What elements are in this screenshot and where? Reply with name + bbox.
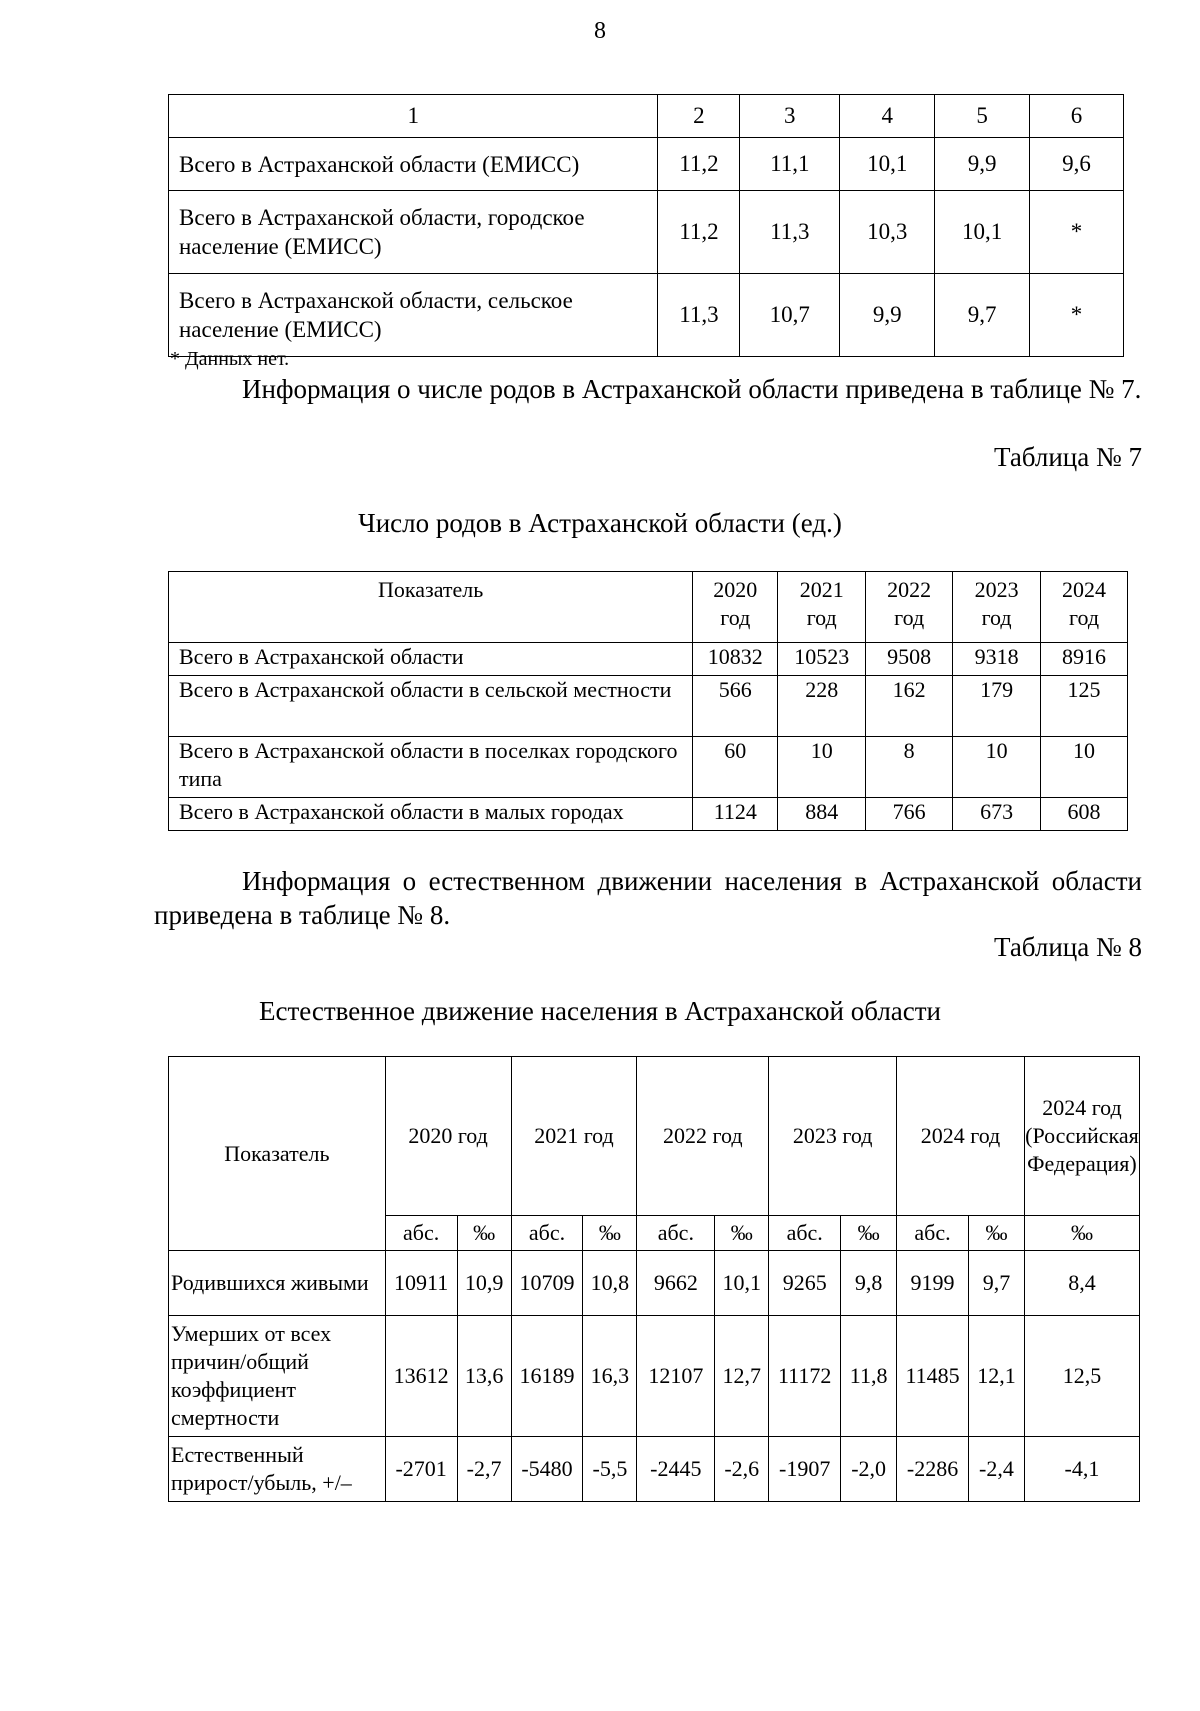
table-cell: 8 (866, 737, 953, 798)
table-cell: 10832 (693, 643, 778, 676)
table-cell: 9,8 (841, 1251, 897, 1316)
table-cell: 10 (953, 737, 1041, 798)
table-8 (168, 1056, 1140, 1502)
table-cell: 162 (866, 676, 953, 737)
column-number: 6 (1030, 95, 1124, 138)
table-8-number: Таблица № 8 (994, 932, 1142, 962)
table-cell: 11,1 (740, 138, 840, 191)
row-label: Умерших от всех причин/общий коэффициент смертности (169, 1316, 386, 1437)
table-cell: 9265 (769, 1251, 841, 1316)
table-cell: 9,6 (1030, 138, 1124, 191)
table-cell: 228 (778, 676, 866, 737)
table-cell: 179 (953, 676, 1041, 737)
year-header: 2024 год (897, 1057, 1025, 1216)
table-cell: 10,1 (935, 191, 1030, 274)
table-cell: 9,7 (935, 274, 1030, 357)
column-number: 4 (840, 95, 935, 138)
subheader-abs: абс. (769, 1216, 841, 1251)
table-cell: 10,9 (457, 1251, 511, 1316)
table-cell: -2,4 (969, 1437, 1025, 1502)
year-header: 2022 год (866, 572, 953, 643)
table-cell: 673 (953, 798, 1041, 831)
footnote: * Данных нет. (170, 348, 290, 370)
table-cell: 608 (1041, 798, 1128, 831)
paragraph-table7-intro: Информация о числе родов в Астраханской области приведена в таблице № 7. (242, 374, 1142, 404)
table-header-row (169, 1057, 1140, 1216)
table-cell: 8,4 (1024, 1251, 1139, 1316)
header-label: Показатель (169, 1057, 386, 1251)
table-cell: 11,2 (658, 191, 740, 274)
row-label: Всего в Астраханской области в сельской местности (169, 676, 693, 737)
table-cell: -2,6 (715, 1437, 769, 1502)
subheader-permille: ‰ (583, 1216, 637, 1251)
rf-year-header: 2024 год (Российская Федерация) (1024, 1057, 1139, 1216)
table-cell: 11172 (769, 1316, 841, 1437)
subheader-permille: ‰ (1024, 1216, 1139, 1251)
year-header: 2022 год (637, 1057, 769, 1216)
table-cell: 11,3 (658, 274, 740, 357)
table-8-title: Естественное движение населения в Астраханской области (258, 996, 942, 1026)
year-header: 2020 год (385, 1057, 511, 1216)
table-cell: -2445 (637, 1437, 715, 1502)
table-cell: 9,9 (935, 138, 1030, 191)
subheader-permille: ‰ (457, 1216, 511, 1251)
table-row (169, 138, 1124, 191)
table-cell: 125 (1041, 676, 1128, 737)
table-cell: 11,8 (841, 1316, 897, 1437)
subheader-abs: абс. (897, 1216, 969, 1251)
table-cell: 9,9 (840, 274, 935, 357)
table-row (169, 274, 1124, 357)
table-header-row (169, 95, 1124, 138)
subheader-permille: ‰ (969, 1216, 1025, 1251)
table-cell: 16189 (511, 1316, 583, 1437)
table-cell: 13,6 (457, 1316, 511, 1437)
row-label: Всего в Астраханской области в поселках городского типа (169, 737, 693, 798)
year-header: 2023 год (953, 572, 1041, 643)
table-cell: 566 (693, 676, 778, 737)
table-cell: 60 (693, 737, 778, 798)
table-cell: 10709 (511, 1251, 583, 1316)
table-cell: 10 (778, 737, 866, 798)
table-cell: -2286 (897, 1437, 969, 1502)
table-cell: 12,5 (1024, 1316, 1139, 1437)
table-cell: 10,1 (840, 138, 935, 191)
table-cell: 10,1 (715, 1251, 769, 1316)
row-label: Всего в Астраханской области в малых городах (169, 798, 693, 831)
table-cell: -2,7 (457, 1437, 511, 1502)
table-6-continuation (168, 94, 1124, 357)
table-cell: 766 (866, 798, 953, 831)
table-cell: 12107 (637, 1316, 715, 1437)
table-cell: -5480 (511, 1437, 583, 1502)
table-7 (168, 571, 1128, 831)
table-cell: 12,1 (969, 1316, 1025, 1437)
table-row (169, 1251, 1140, 1316)
table-cell: 1124 (693, 798, 778, 831)
table-cell: 10,7 (740, 274, 840, 357)
table-7-number: Таблица № 7 (994, 442, 1142, 472)
column-number: 2 (658, 95, 740, 138)
table-cell: -5,5 (583, 1437, 637, 1502)
table-row (169, 1316, 1140, 1437)
table-cell: 10 (1041, 737, 1128, 798)
table-cell: 884 (778, 798, 866, 831)
table-cell: 9662 (637, 1251, 715, 1316)
row-label: Естественный прирост/убыль, +/– (169, 1437, 386, 1502)
table-header-row (169, 572, 1128, 643)
year-header: 2023 год (769, 1057, 897, 1216)
table-cell: * (1030, 191, 1124, 274)
table-cell: -4,1 (1024, 1437, 1139, 1502)
header-label: Показатель (169, 572, 693, 643)
table-cell: 10,3 (840, 191, 935, 274)
row-label: Родившихся живыми (169, 1251, 386, 1316)
table-cell: 13612 (385, 1316, 457, 1437)
table-row (169, 643, 1128, 676)
table-cell: 11,3 (740, 191, 840, 274)
table-row (169, 737, 1128, 798)
year-header: 2020 год (693, 572, 778, 643)
row-label: Всего в Астраханской области (ЕМИСС) (169, 138, 658, 191)
table-row (169, 676, 1128, 737)
table-row (169, 191, 1124, 274)
table-7-title: Число родов в Астраханской области (ед.) (358, 508, 842, 538)
table-cell: 9199 (897, 1251, 969, 1316)
paragraph-table8-intro: Информация о естественном движении населения в Астраханской области приведена в таблице № 8. (154, 866, 1142, 930)
year-header: 2021 год (511, 1057, 637, 1216)
row-label: Всего в Астраханской области, городское население (ЕМИСС) (169, 191, 658, 274)
subheader-permille: ‰ (715, 1216, 769, 1251)
table-cell: 10,8 (583, 1251, 637, 1316)
table-cell: 8916 (1041, 643, 1128, 676)
table-cell: 11,2 (658, 138, 740, 191)
table-cell: 12,7 (715, 1316, 769, 1437)
subheader-abs: абс. (637, 1216, 715, 1251)
row-label: Всего в Астраханской области, сельское население (ЕМИСС) (169, 274, 658, 357)
subheader-permille: ‰ (841, 1216, 897, 1251)
table-cell: -2701 (385, 1437, 457, 1502)
table-row (169, 798, 1128, 831)
table-cell: 9,7 (969, 1251, 1025, 1316)
table-cell: 11485 (897, 1316, 969, 1437)
column-number: 5 (935, 95, 1030, 138)
subheader-abs: абс. (511, 1216, 583, 1251)
table-cell: 9318 (953, 643, 1041, 676)
table-row (169, 1437, 1140, 1502)
table-cell: 10523 (778, 643, 866, 676)
page-number: 8 (594, 18, 606, 44)
table-cell: 10911 (385, 1251, 457, 1316)
table-cell: -2,0 (841, 1437, 897, 1502)
row-label: Всего в Астраханской области (169, 643, 693, 676)
subheader-abs: абс. (385, 1216, 457, 1251)
table-cell: -1907 (769, 1437, 841, 1502)
table-cell: 9508 (866, 643, 953, 676)
year-header: 2021 год (778, 572, 866, 643)
column-number: 1 (169, 95, 658, 138)
table-cell: * (1030, 274, 1124, 357)
column-number: 3 (740, 95, 840, 138)
table-cell: 16,3 (583, 1316, 637, 1437)
year-header: 2024 год (1041, 572, 1128, 643)
